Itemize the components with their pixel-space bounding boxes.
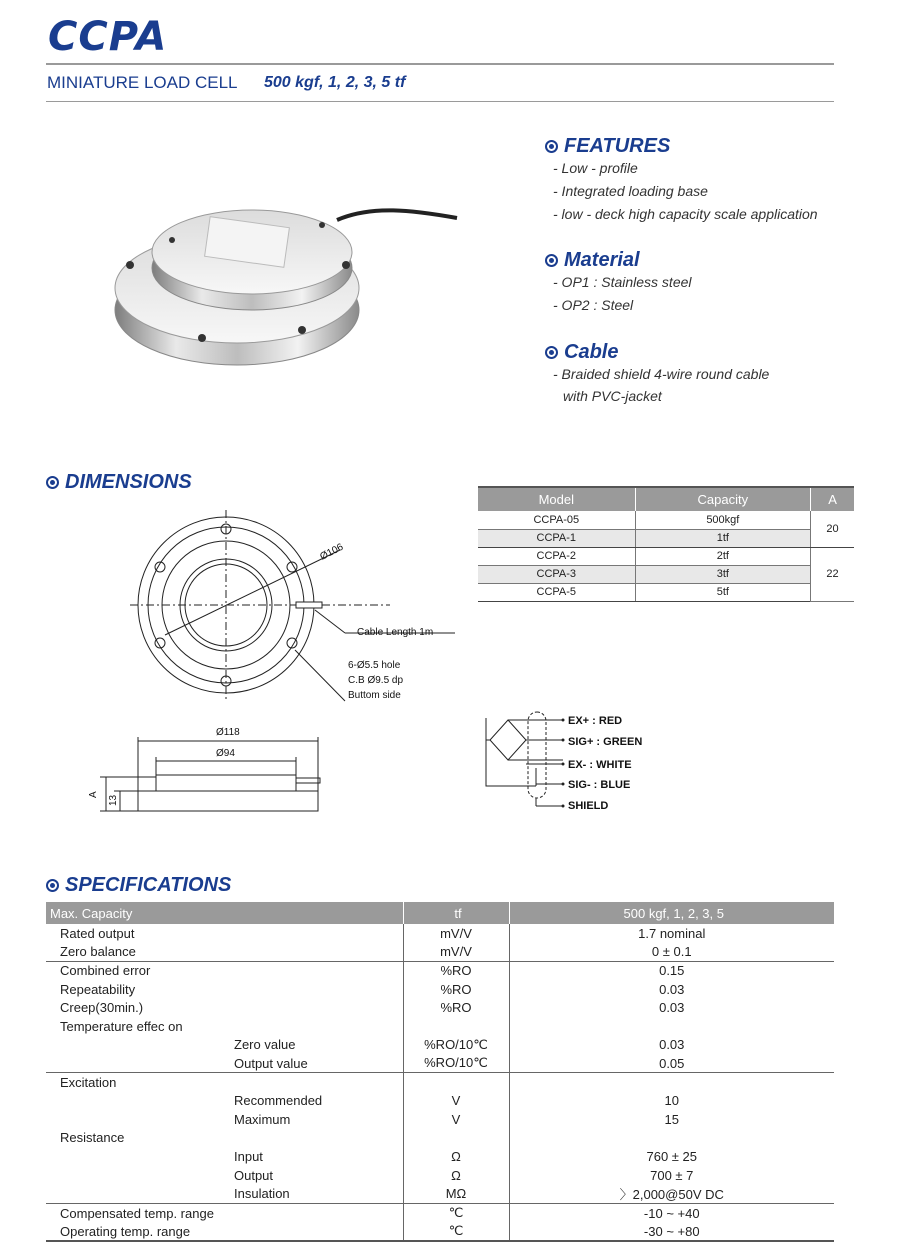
material-heading: Material [545,249,640,272]
features-heading: FEATURES [545,135,670,158]
hole-spec-label: C.B Ø9.5 dp [348,675,404,686]
a-value: 20 [811,511,854,547]
product-subtitle [47,73,406,93]
col-header-unit: tf [403,902,509,924]
cable-heading: Cable [545,341,618,364]
a-value: 22 [811,547,854,601]
wire-label: SIG- : BLUE [568,779,631,791]
feature-item: - low - deck high capacity scale application [553,206,818,222]
inner-diameter-label: Ø94 [216,748,235,759]
wire-label: SHIELD [568,800,609,812]
col-header-a: A [811,487,854,511]
table-row: Zero balance mV/V 0 ± 0.1 [46,943,834,962]
specifications-table [46,902,834,1242]
table-row: Excitation [46,1073,834,1092]
wire-label: EX- : WHITE [568,759,632,771]
model-table [478,486,854,602]
table-row: Temperature effec on [46,1017,834,1036]
wiring-diagram [478,708,678,818]
col-header-value: 500 kgf, 1, 2, 3, 5 [509,902,834,924]
table-row: Compensated temp. range ℃ -10 ~ +40 [46,1204,834,1223]
wire-label: EX+ : RED [568,715,623,727]
table-row: CCPA-1 1tf [478,529,854,547]
table-row: Repeatability %RO 0.03 [46,980,834,999]
height-a-label: A [88,791,99,798]
outer-diameter-label: Ø118 [216,727,240,738]
subtitle-divider [46,101,834,102]
table-row: Output Ω 700 ± 7 [46,1166,834,1185]
table-row: CCPA-2 2tf 22 [478,547,854,565]
table-row: CCPA-05 500kgf 20 [478,511,854,529]
feature-item: - Integrated loading base [553,183,708,199]
cable-line: with PVC-jacket [563,388,662,404]
col-header-capacity: Capacity [635,487,811,511]
dimension-drawing [70,505,470,825]
diameter-label: Ø106 [318,541,346,563]
section-bullet-icon [545,254,558,267]
feature-item: - Low - profile [553,160,638,176]
section-bullet-icon [545,346,558,359]
table-row: Operating temp. range ℃ -30 ~ +80 [46,1222,834,1241]
section-bullet-icon [46,476,59,489]
table-row: Combined error %RO 0.15 [46,961,834,980]
col-header-capacity: Max. Capacity [46,902,403,924]
section-bullet-icon [46,879,59,892]
title-divider [46,63,834,65]
table-row: Zero value %RO/10℃ 0.03 [46,1036,834,1055]
table-row: Output value %RO/10℃ 0.05 [46,1054,834,1073]
table-row: Insulation MΩ 〉2,000@50V DC [46,1184,834,1204]
cable-length-label: Cable Length 1m [357,627,434,638]
table-row: Resistance [46,1129,834,1148]
table-row: Recommended V 10 [46,1091,834,1110]
material-item: - OP1 : Stainless steel [553,274,692,290]
product-photo [112,180,462,370]
hole-spec-label: Buttom side [348,690,401,701]
page-title: CCPA [48,14,168,60]
table-row: CCPA-5 5tf [478,583,854,601]
specifications-heading: SPECIFICATIONS [46,874,231,897]
material-item: - OP2 : Steel [553,297,634,313]
table-row: Rated output mV/V 1.7 nominal [46,924,834,943]
hole-spec-label: 6-Ø5.5 hole [348,660,401,671]
section-bullet-icon [545,140,558,153]
col-header-model: Model [478,487,635,511]
table-row: CCPA-3 3tf [478,565,854,583]
dimensions-heading: DIMENSIONS [46,471,192,494]
wire-label: SIG+ : GREEN [568,736,643,748]
table-row: Creep(30min.) %RO 0.03 [46,998,834,1017]
height-13-label: 13 [108,794,119,806]
table-row: Maximum V 15 [46,1110,834,1129]
table-row: Input Ω 760 ± 25 [46,1147,834,1166]
product-capacities: 500 kgf, 1, 2, 3, 5 tf [264,74,406,91]
cable-line: - Braided shield 4-wire round cable [553,366,770,382]
product-type: MINIATURE LOAD CELL [47,73,238,92]
